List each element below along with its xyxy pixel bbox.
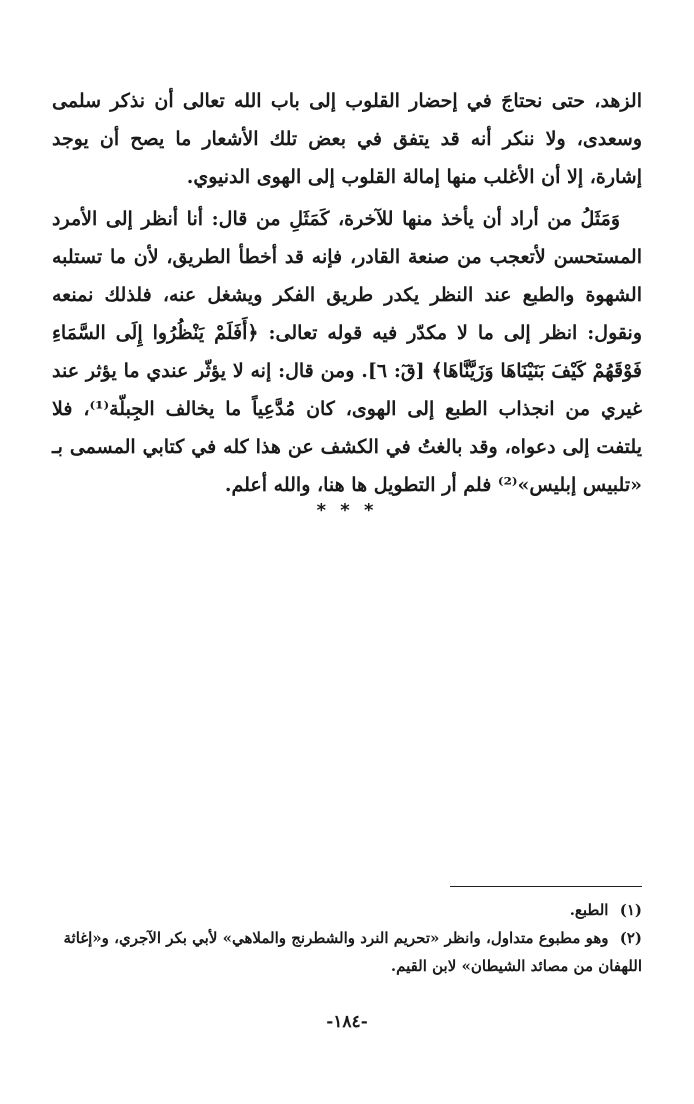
footnote-divider (450, 886, 642, 887)
footnote-2-label: (٢) (619, 929, 642, 947)
footnote-1-text: الطبع. (569, 901, 609, 919)
footnote-2 (52, 924, 642, 980)
footnotes (52, 896, 642, 980)
footnote-2-text: وهو مطبوع متداول، وانظر «تحريم النرد والشطرنج والملاهي» لأبي بكر الآجري، و«إغاثة اللهفان من مصائد الشيطان» لابن القيم. (63, 929, 642, 975)
section-separator: * * * (316, 500, 378, 521)
body-paragraph-1: الزهد، حتى نحتاجَ في إحضار القلوب إلى باب الله تعالى أن نذكر سلمى وسعدى، ولا ننكر أنه قد يتفق في بعض تلك الأشعار ما يصح أن يوجد إشارة، إلا أن الأغلب منها إمالة القلوب إلى الهوى الدنيوي. (52, 90, 642, 188)
body-paragraph-2: وَمَثَلُ من أراد أن يأخذ منها للآخرة، كَمَثَلِ من قال: أنا أنظر إلى الأمرد المستحسن لأتعجب من صنعة القادر، فإنه قد أخطأ الطريق، لأن ما تستلبه الشهوة والطبع عند النظر يكدر طريق الفكر ويشغل عنه، فلذلك نمنعه ونقول: انظر إلى ما لا مكدّر فيه قوله تعالى: ﴿أَفَلَمْ يَنْظُرُوا إِلَى السَّمَاءِ فَوْقَهُمْ كَيْفَ بَنَيْنَاهَا وَزَيَّنَّاهَا﴾ [قٓ: ٦]. ومن قال: إنه لا يؤثّر عندي ما يؤثر عند غيري من انجذاب الطبع إلى الهوى، كان مُدَّعِياً ما يخالف الجِبلّة⁽¹⁾، فلا يلتفت إلى دعواه، وقد بالغتُ في الكشف عن هذا كله في كتابي المسمى بـ «تلبيس إبليس»⁽²⁾ فلم أر التطويل ها هنا، والله أعلم. (52, 208, 642, 496)
footnote-1-label: (١) (619, 901, 642, 919)
page-number: -١٨٤- (326, 1012, 368, 1032)
footnote-1 (52, 896, 642, 924)
